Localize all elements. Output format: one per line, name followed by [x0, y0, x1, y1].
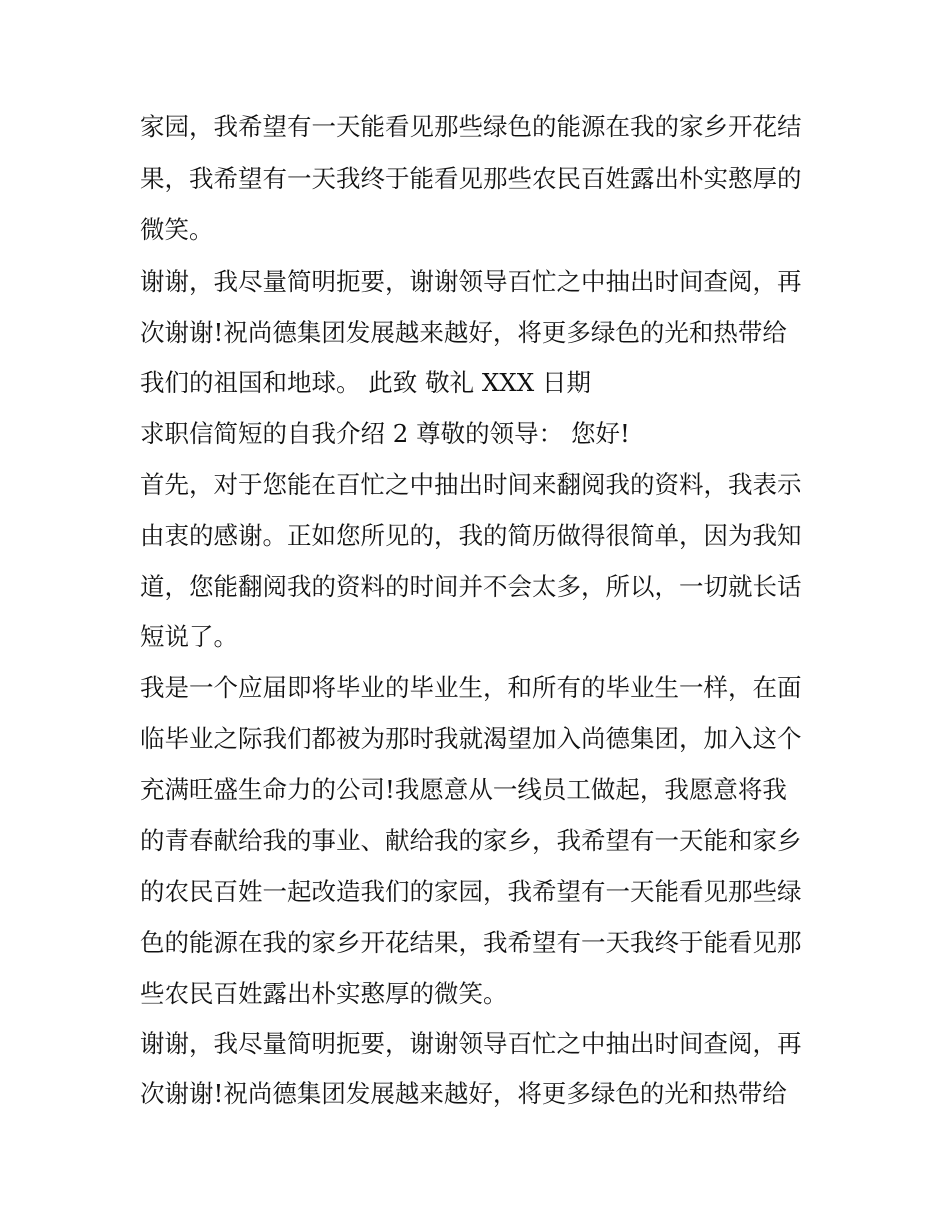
text-line: 家园，我希望有一天能看见那些绿色的能源在我的家乡开花结: [140, 112, 802, 141]
text-line: 色的能源在我的家乡开花结果，我希望有一天我终于能看见那: [140, 928, 802, 957]
text-line: 我是一个应届即将毕业的毕业生，和所有的毕业生一样，在面: [140, 673, 802, 702]
text-line: 求职信简短的自我介绍 2 尊敬的领导： 您好!: [140, 419, 630, 448]
text-line: 的青春献给我的事业、献给我的家乡，我希望有一天能和家乡: [140, 826, 802, 855]
text-line: 谢谢，我尽量简明扼要，谢谢领导百忙之中抽出时间查阅，再: [140, 267, 802, 296]
text-line: 短说了。: [140, 622, 238, 651]
text-line: 微笑。: [140, 215, 214, 244]
text-line: 充满旺盛生命力的公司!我愿意从一线员工做起，我愿意将我: [140, 775, 787, 804]
text-line: 道，您能翻阅我的资料的时间并不会太多，所以，一切就长话: [140, 572, 802, 601]
text-line: 次谢谢!祝尚德集团发展越来越好，将更多绿色的光和热带给: [140, 1079, 787, 1108]
text-line: 临毕业之际我们都被为那时我就渴望加入尚德集团，加入这个: [140, 724, 802, 753]
text-line: 我们的祖国和地球。 此致 敬礼 XXX 日期: [140, 368, 591, 397]
text-line: 果，我希望有一天我终于能看见那些农民百姓露出朴实憨厚的: [140, 164, 802, 193]
text-line: 首先，对于您能在百忙之中抽出时间来翻阅我的资料，我表示: [140, 470, 802, 499]
text-line: 的农民百姓一起改造我们的家园，我希望有一天能看见那些绿: [140, 877, 802, 906]
text-line: 由衷的感谢。正如您所见的，我的简历做得很简单，因为我知: [140, 521, 802, 550]
text-line: 谢谢，我尽量简明扼要，谢谢领导百忙之中抽出时间查阅，再: [140, 1029, 802, 1058]
text-line: 些农民百姓露出朴实憨厚的微笑。: [140, 979, 508, 1008]
text-line: 次谢谢!祝尚德集团发展越来越好，将更多绿色的光和热带给: [140, 318, 787, 347]
